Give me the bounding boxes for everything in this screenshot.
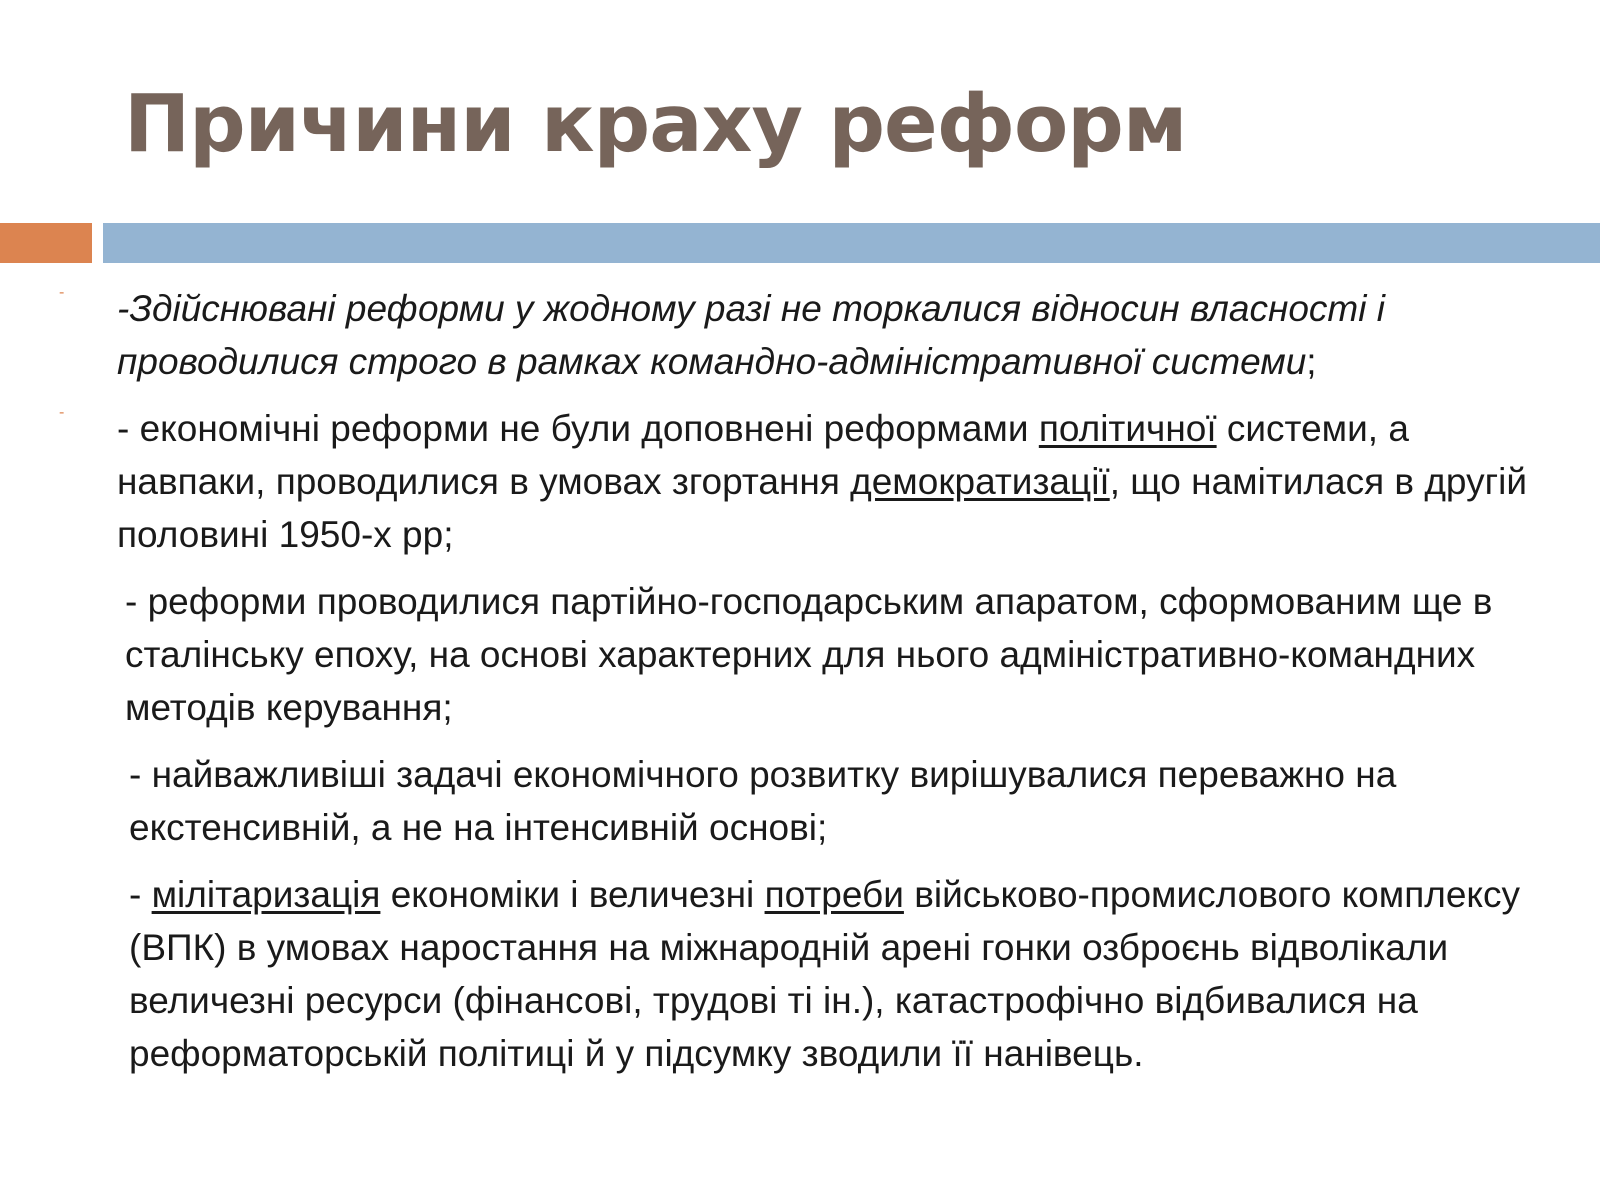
bullet-dash-icon: -: [59, 284, 65, 301]
list-item: [0, 575, 1600, 734]
list-item: [0, 748, 1600, 854]
list-item: [0, 282, 1600, 388]
link-militaryzatsiia[interactable]: мілітаризація: [151, 874, 381, 915]
paragraph-5: [117, 868, 1540, 1080]
accent-bar-orange: [0, 223, 92, 263]
paragraph-2-text-c: , що намітилася в другій половині 1950-х рр;: [117, 461, 1527, 555]
paragraph-2-text-b: системи, а навпаки, проводилися в умовах згортання: [117, 408, 1409, 502]
link-potreby[interactable]: потреби: [764, 874, 904, 915]
accent-bar-blue: [103, 223, 1600, 263]
bullet-list: [0, 282, 1600, 1080]
paragraph-2: [117, 402, 1540, 561]
paragraph-1: [117, 282, 1540, 388]
paragraph-2-text-a: - економічні реформи не були доповнені реформами: [117, 408, 1039, 449]
paragraph-1-text: -Здійснювані реформи у жодному разі не торкалися відносин власності і проводилися строго в рамках командно-адміністративної системи: [117, 288, 1385, 382]
link-demokratyzatsii[interactable]: демократизації: [850, 461, 1110, 502]
paragraph-4: - найважливіші задачі економічного розвитку вирішувалися переважно на екстенсивній, а не на інтенсивній основі;: [129, 754, 1397, 848]
slide-title: Причини краху реформ: [124, 78, 1187, 170]
paragraph-3: - реформи проводилися партійно-господарським апаратом, сформованим ще в сталінську епоху, на основі характерних для нього адміністративно-командних методів керування;: [125, 581, 1493, 728]
bullet-dash-icon: -: [59, 404, 65, 421]
paragraph-5-text-a: -: [129, 874, 152, 915]
paragraph-5-text-c: військово-промислового комплексу (ВПК) в умовах наростання на міжнародній арені гонки озброєнь відволікали величезні ресурси (фінансові, трудові ті ін.), катастрофічно відбивалися на реформаторській політиці й у підсумку зводили її нанівець.: [129, 874, 1521, 1074]
list-item: [0, 868, 1600, 1080]
list-item: [0, 402, 1600, 561]
link-politychnoi[interactable]: політичної: [1038, 408, 1217, 449]
paragraph-1-end: ;: [1306, 341, 1317, 382]
paragraph-5-text-b: економіки і величезні: [380, 874, 765, 915]
